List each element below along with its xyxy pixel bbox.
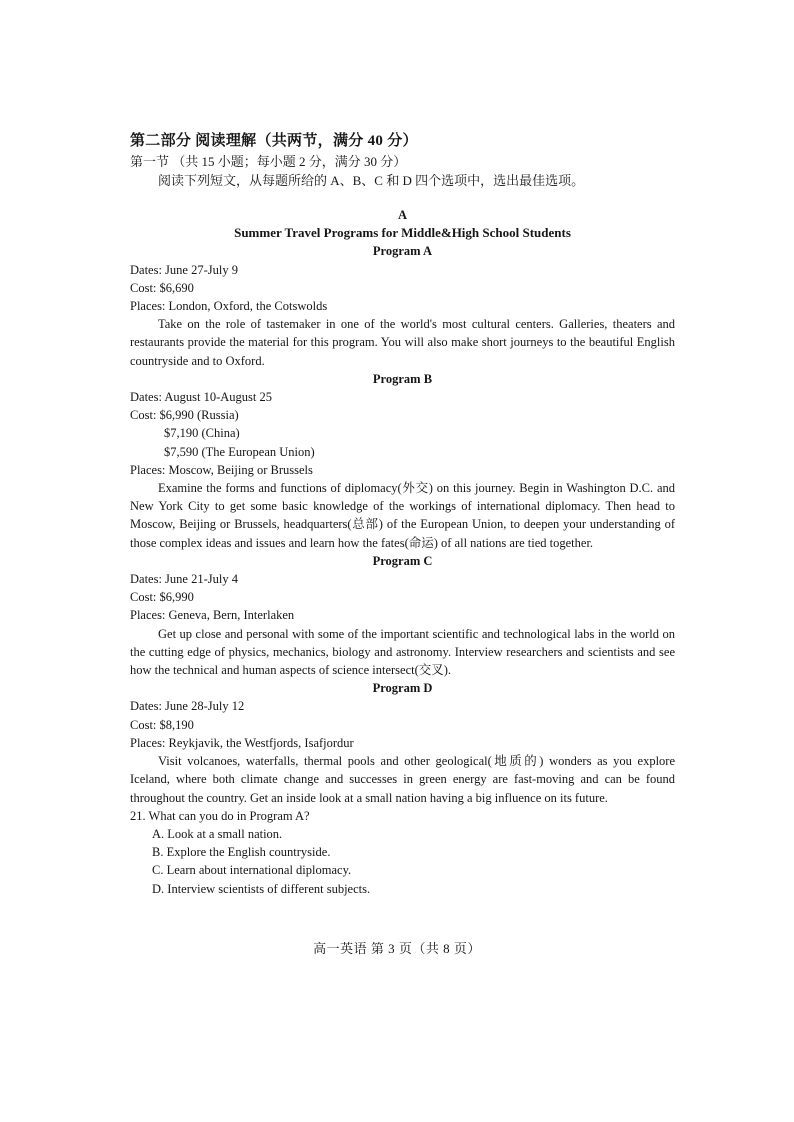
program-d-cost: Cost: $8,190: [130, 717, 194, 732]
program-c-heading: Program C: [372, 553, 433, 568]
question-option-a: A. Look at a small nation.: [152, 826, 283, 841]
question-option-b: B. Explore the English countryside.: [152, 845, 331, 860]
program-a-heading: Program A: [372, 244, 433, 259]
program-a-description: Take on the role of tastemaker in one of the world's most cultural centers. Galleries, theaters and restaurants provide the material for this program. You will also make short journeys to the beautiful English countryside and to Oxford.: [130, 317, 675, 368]
program-b-cost-china: $7,190 (China): [164, 426, 240, 441]
program-c-description: Get up close and personal with some of the important scientific and technological labs in the world on the cutting edge of physics, mechanics, biology and astronomy. Interview researchers and scientists and see how the technical and human aspects of science intersect(交叉).: [130, 626, 675, 678]
question-stem: 21. What can you do in Program A?: [130, 808, 310, 823]
program-d-places: Places: Reykjavik, the Westfjords, Isafjordur: [130, 735, 354, 750]
program-d-heading: Program D: [372, 681, 433, 696]
program-b-description: Examine the forms and functions of diplomacy(外交) on this journey. Begin in Washington D.C. and New York City to get some basic knowledge of the workings of international diplomacy. Then head to Moscow, Beijing or Brussels, headquarters(总部) of the European Union, to deepen your understanding of those complex ideas and issues and learn how the fates(命运) of all nations are tied together.: [130, 481, 675, 550]
program-b-cost-russia: Cost: $6,990 (Russia): [130, 408, 239, 423]
program-a-places: Places: London, Oxford, the Cotswolds: [130, 299, 328, 314]
program-b-heading: Program B: [372, 371, 433, 386]
page-footer: 高一英语 第 3 页（共 8 页）: [313, 941, 481, 956]
passage-letter: A: [397, 208, 408, 222]
program-a-cost: Cost: $6,690: [130, 280, 194, 295]
passage-body: [130, 206, 675, 898]
program-b-dates: Dates: August 10-August 25: [130, 390, 273, 405]
program-c-dates: Dates: June 21-July 4: [130, 572, 238, 587]
program-d-description: Visit volcanoes, waterfalls, thermal pools and other geological(地质的) wonders as you explore Iceland, where both climate change and successes in green energy are fast-moving and can be found throughout the country. Get an inside look at a small nation having a big influence on its future.: [130, 754, 675, 805]
question-option-d: D. Interview scientists of different subjects.: [152, 881, 371, 896]
program-d-dates: Dates: June 28-July 12: [130, 699, 245, 714]
section-subtitle: 第一节 （共 15 小题；每小题 2 分，满分 30 分）: [130, 154, 407, 169]
section-instruction: 阅读下列短文，从每题所给的 A、B、C 和 D 四个选项中，选出最佳选项。: [158, 173, 585, 188]
passage-title: Summer Travel Programs for Middle&High School Students: [234, 225, 571, 241]
program-b-cost-eu: $7,590 (The European Union): [164, 444, 315, 459]
section-title: 第二部分 阅读理解（共两节，满分 40 分）: [130, 133, 418, 149]
program-a-dates: Dates: June 27-July 9: [130, 262, 238, 277]
program-c-places: Places: Geneva, Bern, Interlaken: [130, 608, 295, 623]
program-b-places: Places: Moscow, Beijing or Brussels: [130, 462, 313, 477]
program-c-cost: Cost: $6,990: [130, 590, 194, 605]
question-option-c: C. Learn about international diplomacy.: [152, 863, 352, 878]
